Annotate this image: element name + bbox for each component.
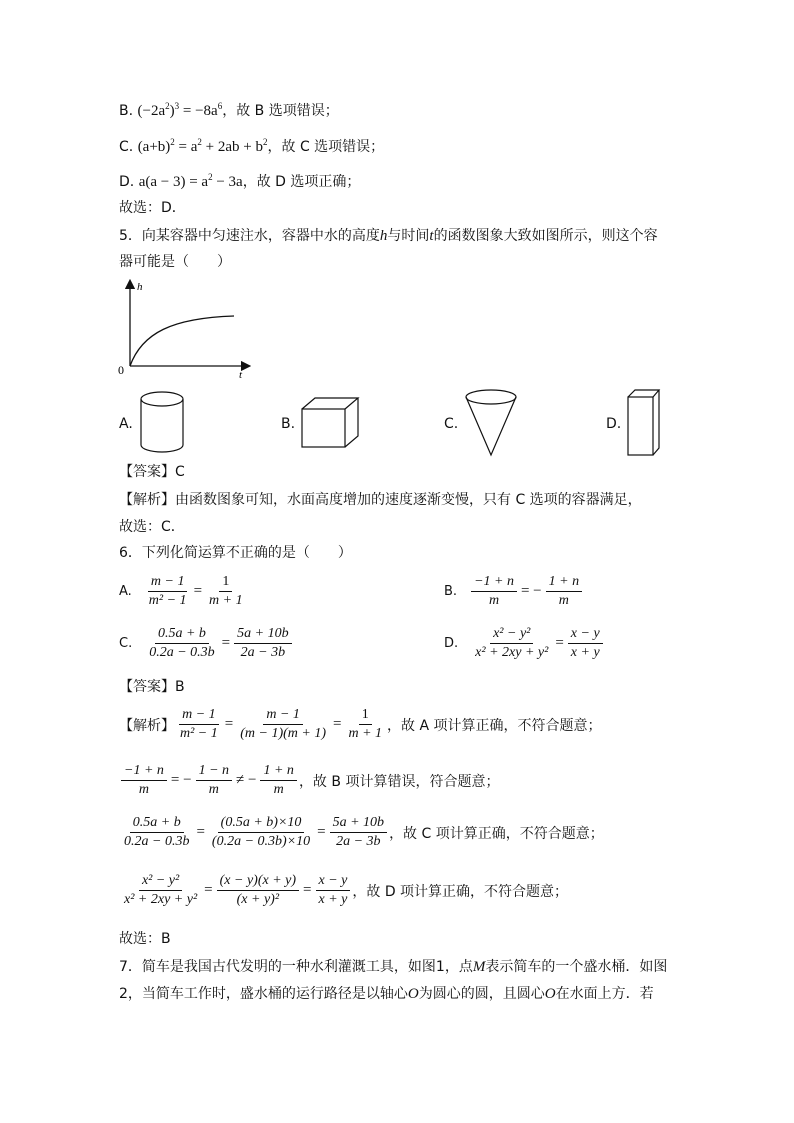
q5-line1: 5．向某容器中匀速注水，容器中水的高度h与时间t的函数图象大致如图所示，则这个容 — [119, 228, 658, 244]
answer-5: 【答案】C — [119, 464, 185, 480]
option-a-label: A. — [119, 416, 133, 432]
expr: $(-2a^2)^3 = -8a^6$ — [137, 101, 223, 119]
option-c-label: C. — [444, 416, 459, 432]
q6-stem: 6．下列化简运算不正确的是（ ） — [119, 545, 352, 561]
origin-label: 0 — [118, 363, 124, 377]
option-d-line: D. $a(a - 3) = a^2 - 3a$，故 D 选项正确； — [119, 172, 361, 190]
analysis-d: $\frac{\text{x² − y²}}{\text{x² + 2xy + y²}}$ = $\frac{(x - y)(x + y)}{\text{(x + y)²}}$ = $\frac{x - y}{x + y}$ ，故 D 项计算正确，不符合题意； — [124, 873, 569, 907]
option-b-label: B. — [281, 416, 296, 432]
choose-b: 故选：B — [119, 931, 171, 947]
analysis-c: $\frac{0.5a + b}{0.2a - 0.3b}$ = $\frac{(0.5a + b)\times 10}{(0.2a - 0.3b)\times 10}$ = $\frac{5a + 10b}{2a - 3b}$ ，故 C 项计算正确，不符合题意； — [124, 815, 604, 849]
y-axis-label: h — [137, 281, 143, 293]
cylinder-shape — [138, 390, 188, 456]
q7-line1: 7．简车是我国古代发明的一种水利灌溉工具，如图1，点M表示简车的一个盛水桶．如图 — [119, 959, 668, 975]
q6-option-b: B. $\frac{-1 + n}{m}$ = − $\frac{1 + n}{m}$ — [444, 573, 584, 610]
curve — [130, 316, 234, 366]
q6-option-c: C. $\frac{0.5a + b}{0.2a - 0.3b}$ = $\frac{5a + 10b}{2a - 3b}$ — [119, 625, 294, 662]
q6-option-d: D. $\frac{\text{x² − y²}}{\text{x² + 2xy + y²}}$ = $\frac{x - y}{x + y}$ — [444, 625, 605, 662]
choose-c: 故选：C． — [119, 519, 185, 535]
choose-d: 故选：D． — [119, 200, 186, 216]
analysis-5: 【解析】由函数图象可知，水面高度增加的速度逐渐变慢，只有 C 选项的容器满足， — [119, 492, 642, 508]
option-c-line: C. $(a+b)^2 = a^2 + 2ab + b^2$，故 C 选项错误； — [119, 137, 385, 155]
q7-line2: 2，当简车工作时，盛水桶的运行路径是以轴心O为圆心的圆，且圆心O在水面上方．若 — [119, 986, 654, 1002]
q5-line2: 器可能是（ ） — [119, 254, 231, 270]
q6-option-a: A. $\frac{m - 1}{\text{m² − 1}}$ = $\frac{1}{m + 1}$ — [119, 574, 243, 608]
function-graph — [112, 278, 252, 380]
x-axis-label: t — [239, 369, 243, 380]
option-d-label: D. — [606, 416, 622, 432]
option-b-line: B. $(-2a^2)^3 = -8a^6$，故 B 选项错误； — [119, 101, 339, 119]
answer-6: 【答案】B — [119, 679, 185, 695]
analysis-a: 【解析】 $\frac{m - 1}{\text{m² − 1}}$ = $\frac{m - 1}{(m - 1)(m + 1)}$ = $\frac{1}{m + 1}$ ，故 A 项计算正确，不符合题意； — [119, 707, 602, 741]
cone-shape — [464, 388, 520, 458]
prism-shape — [626, 388, 662, 458]
analysis-b: $\frac{-1 + n}{m}$ = − $\frac{1 - n}{m}$ ≠ − $\frac{1 + n}{m}$ ，故 B 项计算错误，符合题意； — [119, 762, 499, 799]
cube-shape — [300, 396, 360, 450]
